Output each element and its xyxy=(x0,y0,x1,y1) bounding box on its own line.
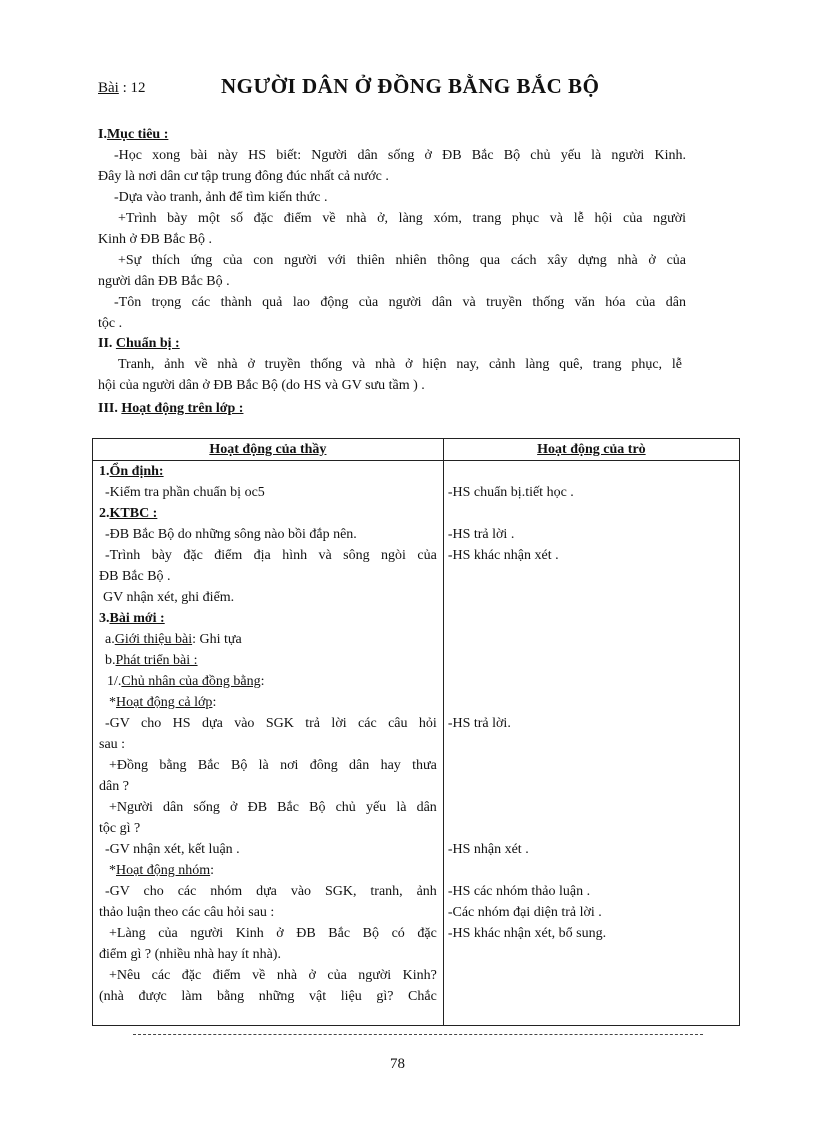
footer-divider xyxy=(133,1034,703,1035)
teacher-activities-cell: 1.Ổn định: -Kiểm tra phần chuẩn bị oc5 2.KTBC : -ĐB Bắc Bộ do những sông nào bồi đắp nên. -Trình bày đặc điểm địa hình và sông ngòi của ĐB Bắc Bộ . GV nhận xét, ghi điểm. 3.Bài mới : a.Giới thiệu bài: Ghi tựa b.Phát triển bài : 1/.Chủ nhân của đồng bằng: *Hoạt động cả lớp: -GV cho HS dựa vào SGK trả lời các câu hỏi sau : +Đồng bằng Bắc Bộ là nơi đông dân hay thưa dân ? +Người dân sống ở ĐB Bắc Bộ chủ yếu là dân tộc gì ? -GV nhận xét, kết luận . *Hoạt động nhóm: -GV cho các nhóm dựa vào SGK, tranh, ảnh thảo luận theo các câu hỏi sau : +Làng của người Kinh ở ĐB Bắc Bộ có đặc điểm gì ? (nhiều nhà hay ít nhà). +Nêu các đặc điểm về nhà ở của người Kinh? (nhà được làm bằng những vật liệu gì? Chắc xyxy=(93,461,444,1026)
section-heading-preparation: II. Chuẩn bị : xyxy=(98,336,180,351)
student-activities-cell: -HS chuẩn bị.tiết học . -HS trả lời . -HS khác nhận xét . -HS trả lời. -HS nhận xét . -HS các nhóm thảo luận . -Các nhóm đại diện trả lời . -HS khác nhận xét, bổ sung. xyxy=(443,461,739,1026)
teacher-column-header: Hoạt động của thầy xyxy=(93,439,444,461)
section-heading-activities: III. Hoạt động trên lớp : xyxy=(98,401,244,416)
preparation-text: Tranh, ảnh về nhà ở truyền thống và nhà ở hiện nay, cảnh làng quê, trang phục, lễ hội của người dân ở ĐB Bắc Bộ (do HS và GV sưu tầm ) . xyxy=(98,357,682,393)
objectives-text: -Học xong bài này HS biết: Người dân sống ở ĐB Bắc Bộ chủ yếu là người Kinh. Đây là nơi dân cư tập trung đông đúc nhất cả nước . -Dựa vào tranh, ảnh để tìm kiến thức . +Trình bày một số đặc điểm về nhà ở, làng xóm, trang phục và lễ hội của người Kinh ở ĐB Bắc Bộ . +Sự thích ứng của con người với thiên nhiên thông qua cách xây dựng nhà ở của người dân ĐB Bắc Bộ . -Tôn trọng các thành quả lao động của người dân và truyền thống văn hóa của dân tộc . xyxy=(98,148,686,331)
page-title: NGƯỜI DÂN Ở ĐỒNG BẰNG BẮC BỘ xyxy=(221,74,600,98)
page-number: 78 xyxy=(390,1056,405,1072)
student-column-header: Hoạt động của trò xyxy=(443,439,739,461)
section-heading-objectives: I.Mục tiêu : xyxy=(98,127,169,142)
lesson-label: Bài : 12 xyxy=(98,80,146,96)
activities-table xyxy=(92,438,740,1026)
